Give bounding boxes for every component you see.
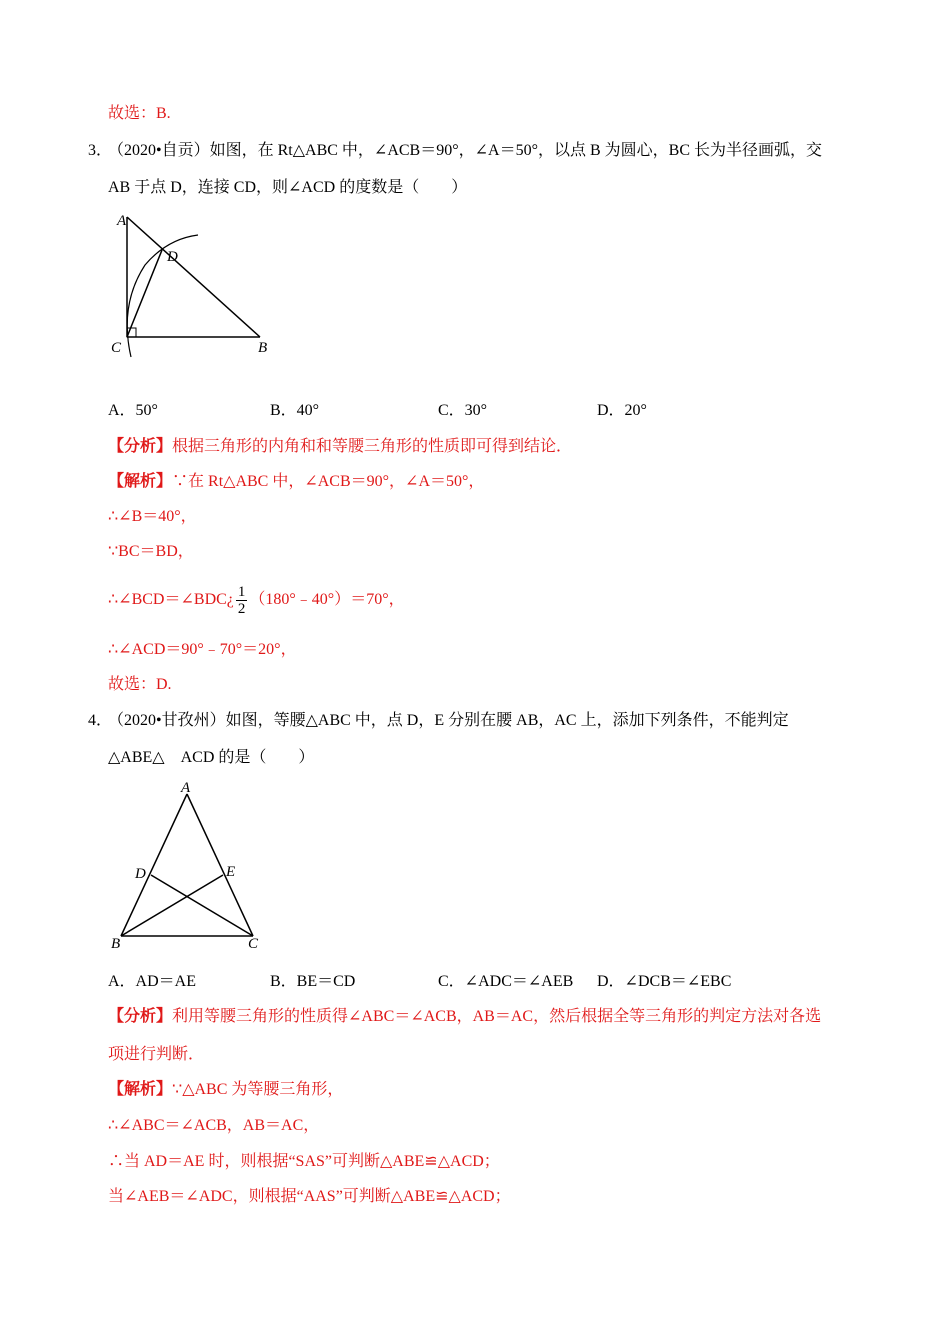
q3-label-c: C [111,340,122,356]
q3-solution-line5: ∴∠ACD＝90°﹣70°＝20°， [108,641,297,658]
q4-solution-line4: 当∠AEB＝∠ADC，则根据“AAS”可判断△ABE≌△ACD； [108,1188,511,1205]
q3-stem-line2: AB 于点 D，连接 CD，则∠ACD 的度数是（ ） [108,179,468,196]
q4-analysis-tag: 【分析】 [108,1008,173,1025]
q3-option-c: C．30° [438,402,488,419]
q4-solution-line1 [108,1080,343,1100]
q4-number: 4． [88,712,113,729]
q3-analysis [108,437,572,457]
q3-solution-line4 [108,582,405,618]
q4-solution-line2: ∴∠ABC＝∠ACB，AB＝AC， [108,1117,320,1134]
q3-solution-text1: ∵在 Rt△ABC 中，∠ACB＝90°，∠A＝50°， [172,473,485,490]
q3-option-a: A．50° [108,402,158,419]
q3-label-d: D [167,249,178,265]
q3-option-d: D．20° [597,402,647,419]
q4-segment-be [121,875,223,936]
q3-solution-line3: ∵BC＝BD， [108,543,194,560]
q4-segment-ab [121,794,187,936]
q3-fraction [236,584,248,617]
q3-number: 3． [88,142,113,159]
q3-solution-line2: ∴∠B＝40°， [108,508,197,525]
q4-stem-line1: （2020•甘孜州）如图，等腰△ABC 中，点 D，E 分别在腰 AB，AC 上，添加下列条件，不能判定 [108,712,789,729]
q4-analysis-line2: 项进行判断． [108,1046,205,1063]
q4-label-c: C [248,936,259,952]
q3-answer: 故选：D. [108,676,172,693]
q3-solution-line4-suffix: （180°﹣40°）＝70°， [249,591,405,608]
q3-figure [105,205,285,365]
q4-label-d: D [135,866,146,882]
q3-label-a: A [117,213,127,229]
q3-analysis-tag: 【分析】 [108,438,173,455]
q4-option-a: A．AD＝AE [108,973,196,990]
q4-analysis-text1: 利用等腰三角形的性质得∠ABC＝∠ACB，AB＝AC，然后根据全等三角形的判定方法对各选 [172,1008,822,1025]
q4-label-a: A [181,780,191,796]
q4-solution-text1: ∵△ABC 为等腰三角形， [172,1081,344,1098]
q3-solution-line1 [108,472,484,492]
q4-analysis-line1 [108,1007,821,1027]
q4-label-b: B [111,936,121,952]
q3-option-b: B．40° [270,402,320,419]
q4-solution-line3: ∴当 AD＝AE 时，则根据“SAS”可判断△ABE≌△ACD； [108,1153,500,1170]
q3-analysis-text: 根据三角形的内角和和等腰三角形的性质即可得到结论． [172,438,573,455]
q4-option-d: D．∠DCB＝∠EBC [597,973,732,990]
q4-figure [105,778,275,953]
q3-solution-line4-prefix: ∴∠BCD＝∠BDC¿ [108,591,234,608]
q3-stem-line1: （2020•自贡）如图，在 Rt△ABC 中，∠ACB＝90°，∠A＝50°，以点 B 为圆心，BC 长为半径画弧，交 [108,142,823,159]
q4-segment-cd [151,875,253,936]
q4-stem-line2: △ABE△ ACD 的是（ ） [108,749,315,766]
q3-fraction-denominator: 2 [237,600,246,617]
q3-arc [127,235,198,357]
q3-label-b: B [258,340,268,356]
q3-solution-tag: 【解析】 [108,473,173,490]
q4-option-b: B．BE＝CD [270,973,356,990]
q3-fraction-numerator: 1 [237,583,246,600]
q3-segment-ab [127,217,260,337]
q4-segment-ac [187,794,253,936]
q2-answer: 故选：B. [108,105,171,122]
q4-label-e: E [226,864,236,880]
q4-option-c: C．∠ADC＝∠AEB [438,973,574,990]
q4-solution-tag: 【解析】 [108,1081,173,1098]
